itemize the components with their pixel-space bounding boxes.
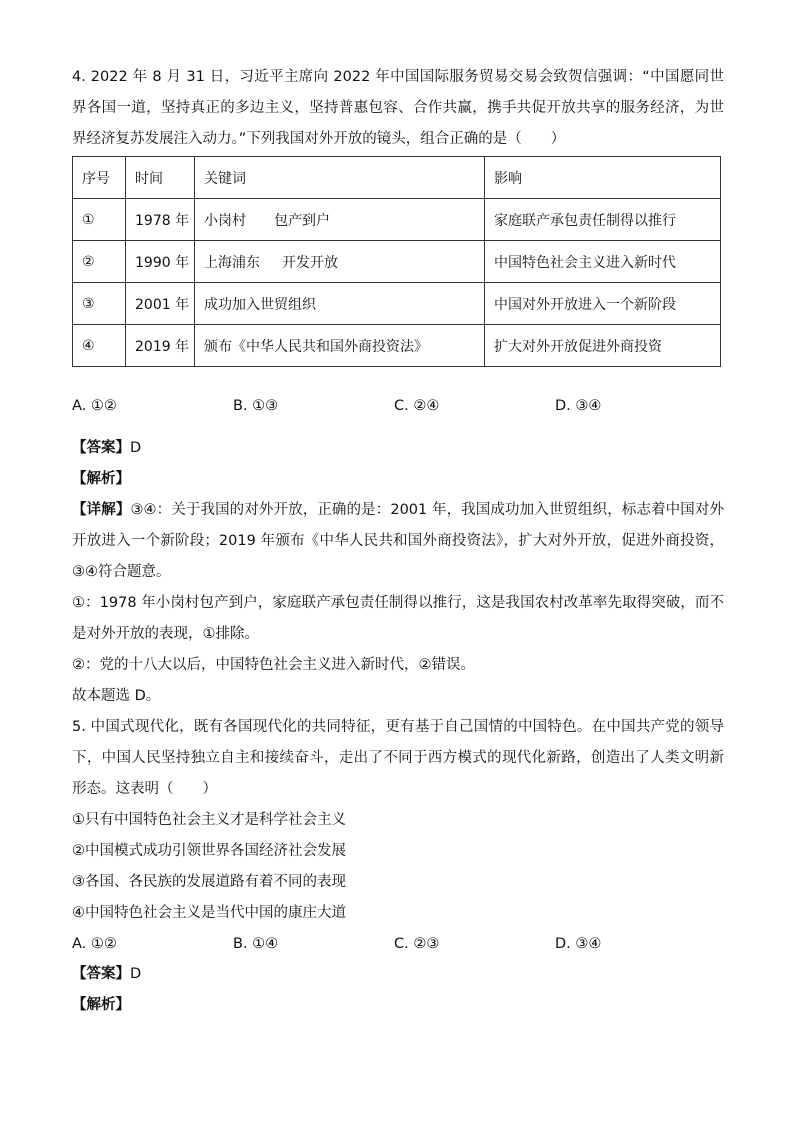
detail-paragraph-1 [72, 495, 724, 588]
option-c: C. ②③ [394, 936, 440, 952]
detail-text: ③④：关于我国的对外开放，正确的是：2001 年，我国成功加入世贸组织，标志着中国对外开放进入一个新阶段；2019 年颁布《中华人民共和国外商投资法》，扩大对外开放，促进外商投资，③④符合题意。 [72, 502, 725, 580]
table-cell-keyword: 成功加入世贸组织 [195, 283, 485, 325]
table-header-cell: 关键词 [195, 157, 485, 199]
statement-1: ①只有中国特色社会主义才是科学社会主义 [72, 812, 346, 828]
keyword-part: 开发开放 [282, 254, 338, 271]
table-cell-effect: 中国对外开放进入一个新阶段 [485, 283, 721, 325]
table-cell-effect: 家庭联产承包责任制得以推行 [485, 199, 721, 241]
table-cell-effect: 中国特色社会主义进入新时代 [485, 241, 721, 283]
statement-2: ②中国模式成功引领世界各国经济社会发展 [72, 843, 346, 859]
answer-value: D [130, 440, 142, 456]
keyword-part: 包产到户 [274, 212, 330, 229]
table-cell-year: 1990 年 [126, 241, 195, 283]
option-d: D. ③④ [555, 936, 602, 952]
answer-label: 【答案】 [72, 966, 130, 982]
table-cell-no: ④ [73, 325, 126, 367]
document-page [72, 62, 724, 1021]
analysis-label: 【解析】 [72, 471, 130, 487]
table-cell-effect: 扩大对外开放促进外商投资 [485, 325, 721, 367]
table-cell-no: ② [73, 241, 126, 283]
table-header-cell: 影响 [485, 157, 721, 199]
table-cell-year: 2001 年 [126, 283, 195, 325]
table-cell-keyword [195, 241, 485, 283]
option-d: D. ③④ [555, 398, 602, 414]
table-cell-year: 2019 年 [126, 325, 195, 367]
detail-paragraph-3: ②：党的十八大以后，中国特色社会主义进入新时代，②错误。 [72, 657, 475, 673]
table-row [73, 325, 721, 367]
table-cell-year: 1978 年 [126, 199, 195, 241]
option-a: A. ①② [72, 936, 117, 952]
table-cell-keyword [195, 199, 485, 241]
answer-label: 【答案】 [72, 440, 130, 456]
question-5-options [72, 929, 724, 959]
analysis-label: 【解析】 [72, 997, 130, 1013]
analysis-line [72, 464, 724, 495]
detail-paragraph-2: ①：1978 年小岗村包产到户，家庭联产承包责任制得以推行，这是我国农村改革率先取得突破，而不是对外开放的表现，①排除。 [72, 595, 724, 642]
keyword-part: 上海浦东 [204, 254, 260, 271]
analysis-line [72, 990, 724, 1021]
table-cell-keyword: 颁布《中华人民共和国外商投资法》 [195, 325, 485, 367]
question-4-options [72, 391, 724, 421]
statement-3: ③各国、各民族的发展道路有着不同的表现 [72, 874, 346, 890]
answer-value: D [130, 966, 142, 982]
option-a: A. ①② [72, 398, 117, 414]
answer-line [72, 959, 724, 990]
keyword-part: 小岗村 [204, 212, 246, 229]
option-b: B. ①④ [233, 936, 279, 952]
table-row [73, 241, 721, 283]
question-5-stem: 5. 中国式现代化，既有各国现代化的共同特征，更有基于自己国情的中国特色。在中国共产党的领导下，中国人民坚持独立自主和接续奋斗，走出了不同于西方模式的现代化新路，创造出了人类文明新形态。这表明（ ） [72, 719, 724, 797]
table-header-row [73, 157, 721, 199]
table-cell-no: ③ [73, 283, 126, 325]
option-c: C. ②④ [394, 398, 440, 414]
answer-line [72, 433, 724, 464]
table-header-cell: 序号 [73, 157, 126, 199]
table-cell-no: ① [73, 199, 126, 241]
question-4-table [72, 156, 721, 367]
detail-label: 【详解】 [72, 502, 131, 518]
table-header-cell: 时间 [126, 157, 195, 199]
option-b: B. ①③ [233, 398, 279, 414]
table-row [73, 199, 721, 241]
statement-4: ④中国特色社会主义是当代中国的康庄大道 [72, 905, 346, 921]
question-4-stem: 4. 2022 年 8 月 31 日，习近平主席向 2022 年中国国际服务贸易交易会致贺信强调：“中国愿同世界各国一道，坚持真正的多边主义，坚持普惠包容、合作共赢，携手共促开放共享的服务经济，为世界经济复苏发展注入动力。”下列我国对外开放的镜头，组合正确的是（ ） [72, 69, 724, 147]
table-row [73, 283, 721, 325]
conclusion: 故本题选 D。 [72, 688, 161, 704]
